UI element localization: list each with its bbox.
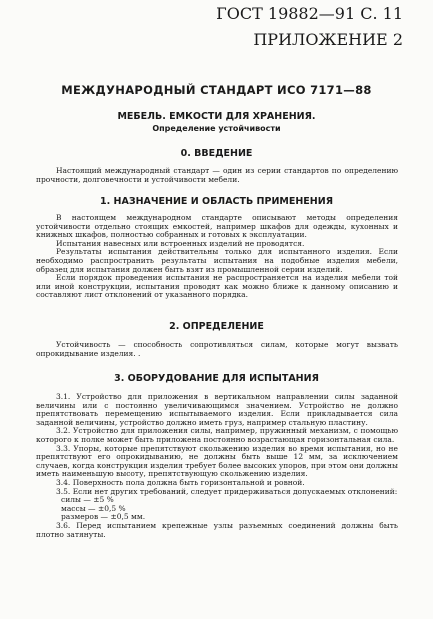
paragraph: 3.2. Устройство для приложения силы, например, пружинный механизм, с помощью которого к полке может быть приложена постоянно возрастающая горизонтальная сила. (36, 426, 398, 444)
section-1-body (36, 214, 398, 300)
standard-subject: Определение устойчивости (152, 124, 281, 133)
paragraph: В настоящем международном стандарте описывают методы определения устойчивости отдельно стоящих емкостей, например шкафов для одежды, кухонных и книжных шкафов, полностью собранных и готовых к эксплуатации. (36, 213, 398, 240)
section-0-heading: 0. ВВЕДЕНИЕ (180, 148, 253, 159)
standard-title: МЕЖДУНАРОДНЫЙ СТАНДАРТ ИСО 7171—88 (61, 83, 372, 97)
section-3-body (36, 393, 398, 539)
section-0-body (36, 167, 398, 184)
paragraph: Если порядок проведения испытания не распространяется на изделия мебели той или иной конструкции, испытания проводят как можно ближе к данному описанию и составляют лист отклонений от указанного порядка. (36, 273, 398, 300)
appendix-label: ПРИЛОЖЕНИЕ 2 (253, 30, 403, 49)
standard-subtitle: МЕБЕЛЬ. ЕМКОСТИ ДЛЯ ХРАНЕНИЯ. (117, 111, 316, 122)
section-2-heading: 2. ОПРЕДЕЛЕНИЕ (169, 321, 264, 332)
tolerance-item: силы — ±5 % (61, 495, 114, 505)
tolerance-item: массы — ±0,5 % (61, 503, 126, 513)
paragraph: 3.6. Перед испытанием крепежные узлы разъемных соединений должны быть плотно затянуты. (36, 520, 398, 539)
section-2-body (36, 341, 398, 358)
paragraph: Результаты испытания действительны только для испытанного изделия. Если необходимо распространить результаты испытания на подобные изделия мебели, образец для испытания должен быть взят из промышленной серии изделий. (36, 247, 398, 274)
paragraph: 3.5. Если нет других требований, следует придерживаться допускаемых отклонений: (56, 486, 398, 496)
paragraph: 3.1. Устройство для приложения в вертикальном направлении силы заданной величины или с постоянно увеличивающимся значением. Устройство не должно препятствовать перемещению испытываемого изделия. Если прикладывается сила заданной величины, устройство должно иметь груз, например стальную пластину. (36, 392, 398, 427)
tolerance-item: размеров — ±0,5 мм. (61, 512, 146, 522)
document-id: ГОСТ 19882—91 С. 11 (216, 4, 403, 23)
paragraph: 3.3. Упоры, которые препятствуют скольжению изделия во время испытания, но не препятствуют его опрокидыванию, не должны быть выше 12 мм, за исключением случаев, когда конструкция изделия требует более высоких упоров, при этом они должны иметь наименьшую высоту, препятствующую скольжению изделия. (36, 443, 398, 479)
section-1-heading: 1. НАЗНАЧЕНИЕ И ОБЛАСТЬ ПРИМЕНЕНИЯ (99, 196, 334, 207)
paragraph: 3.4. Поверхность пола должна быть горизонтальной и ровной. (56, 477, 305, 487)
paragraph: Настоящий международный стандарт — один из серии стандартов по определению прочности, долговечности и устойчивости мебели. (36, 166, 398, 184)
paragraph: Испытания навесных или встроенных изделий не проводятся. (56, 238, 305, 248)
section-3-heading: 3. ОБОРУДОВАНИЕ ДЛЯ ИСПЫТАНИЯ (114, 373, 319, 384)
paragraph: Устойчивость — способность сопротивляться силам, которые могут вызвать опрокидывание изделия. . (36, 340, 398, 358)
